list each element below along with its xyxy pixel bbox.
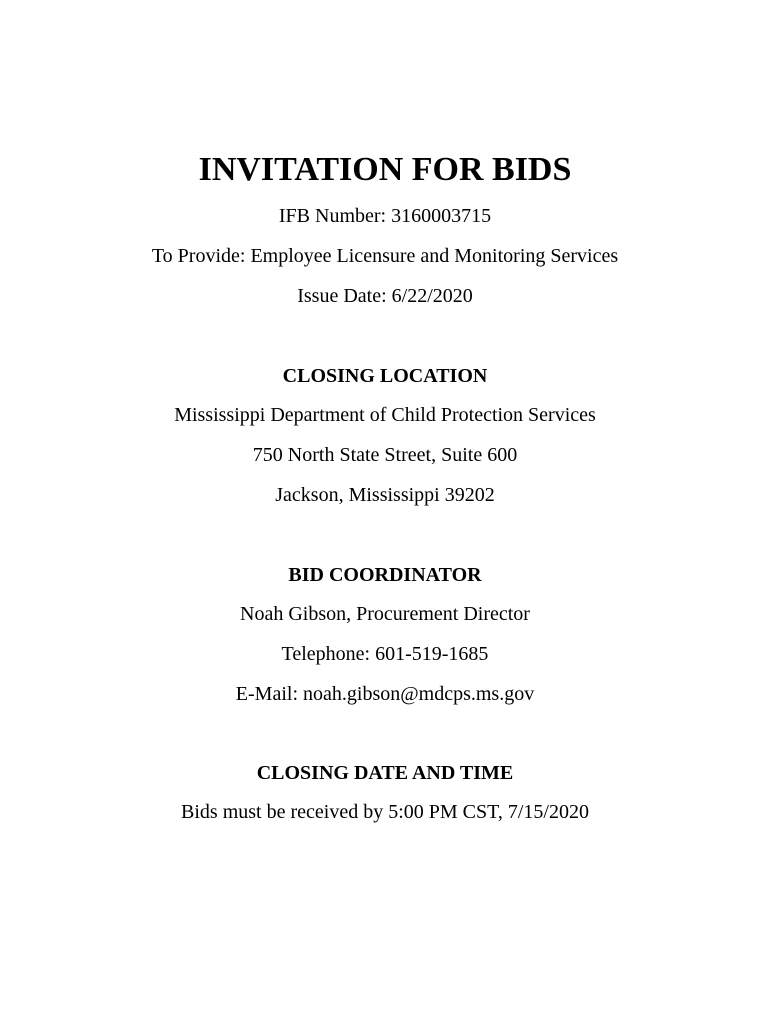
bid-coordinator-heading: BID COORDINATOR xyxy=(288,564,482,586)
to-provide: To Provide: Employee Licensure and Monitoring Services xyxy=(151,245,619,267)
bid-coordinator-email: E-Mail: noah.gibson@mdcps.ms.gov xyxy=(235,683,535,705)
closing-location-street: 750 North State Street, Suite 600 xyxy=(252,444,518,466)
bid-coordinator-telephone: Telephone: 601-519-1685 xyxy=(281,643,489,665)
closing-location-city: Jackson, Mississippi 39202 xyxy=(275,484,495,506)
closing-date-time-heading: CLOSING DATE AND TIME xyxy=(256,762,514,784)
closing-location-heading: CLOSING LOCATION xyxy=(282,365,488,387)
document-title: INVITATION FOR BIDS xyxy=(198,151,572,188)
ifb-number: IFB Number: 3160003715 xyxy=(278,205,492,227)
bid-coordinator-name: Noah Gibson, Procurement Director xyxy=(240,603,530,625)
closing-date-time-text: Bids must be received by 5:00 PM CST, 7/15/2020 xyxy=(181,801,589,823)
issue-date: Issue Date: 6/22/2020 xyxy=(297,285,473,307)
closing-location-agency: Mississippi Department of Child Protection Services xyxy=(174,404,596,426)
